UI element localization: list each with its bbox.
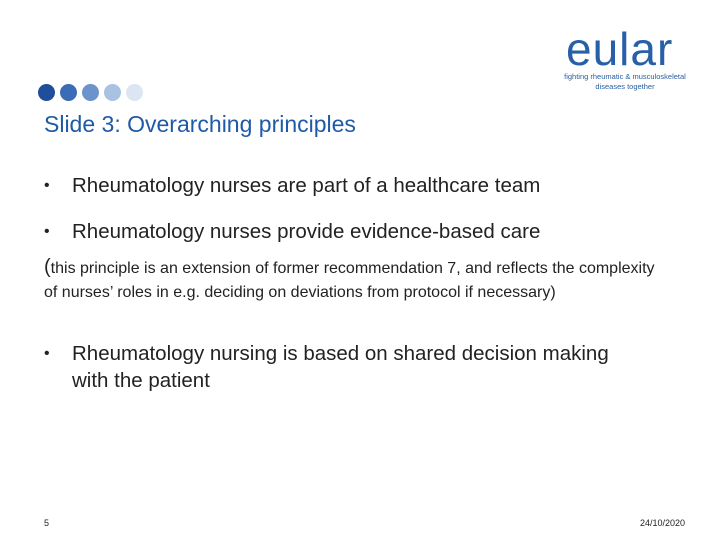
slide-title: Slide 3: Overarching principles (44, 111, 356, 137)
logo-word: eular (566, 23, 674, 75)
bullet-item-2 (44, 218, 664, 245)
bullet-text-1: Rheumatology nurses are part of a healthcare team (72, 174, 541, 197)
dot-1 (38, 84, 55, 101)
bullet-mark: • (44, 177, 50, 194)
logo-tagline-1: fighting rheumatic & musculoskeletal (564, 72, 686, 81)
dot-4 (104, 84, 121, 101)
bullet-mark: • (44, 223, 50, 240)
note-text: this principle is an extension of former recommendation 7, and reflects the complexity of nurses’ roles in e.g. deciding on deviations from protocol if necessary) (44, 260, 655, 301)
page-number: 5 (44, 518, 50, 528)
bullet-item-3 (44, 340, 664, 394)
dot-5 (126, 84, 143, 101)
bullet-mark: • (44, 345, 50, 362)
dot-3 (82, 84, 99, 101)
eular-logo (560, 23, 700, 92)
note-paren: ( (44, 256, 51, 278)
bullet-text-2: Rheumatology nurses provide evidence-based care (72, 220, 541, 243)
principle-note (44, 255, 664, 305)
bullet-text-3: Rheumatology nursing is based on shared decision making with the patient (72, 342, 609, 392)
slide-date: 24/10/2020 (639, 518, 685, 528)
decorative-dots (38, 84, 143, 101)
dot-2 (60, 84, 77, 101)
bullet-item-1 (44, 172, 664, 199)
logo-tagline-2: diseases together (595, 82, 655, 91)
